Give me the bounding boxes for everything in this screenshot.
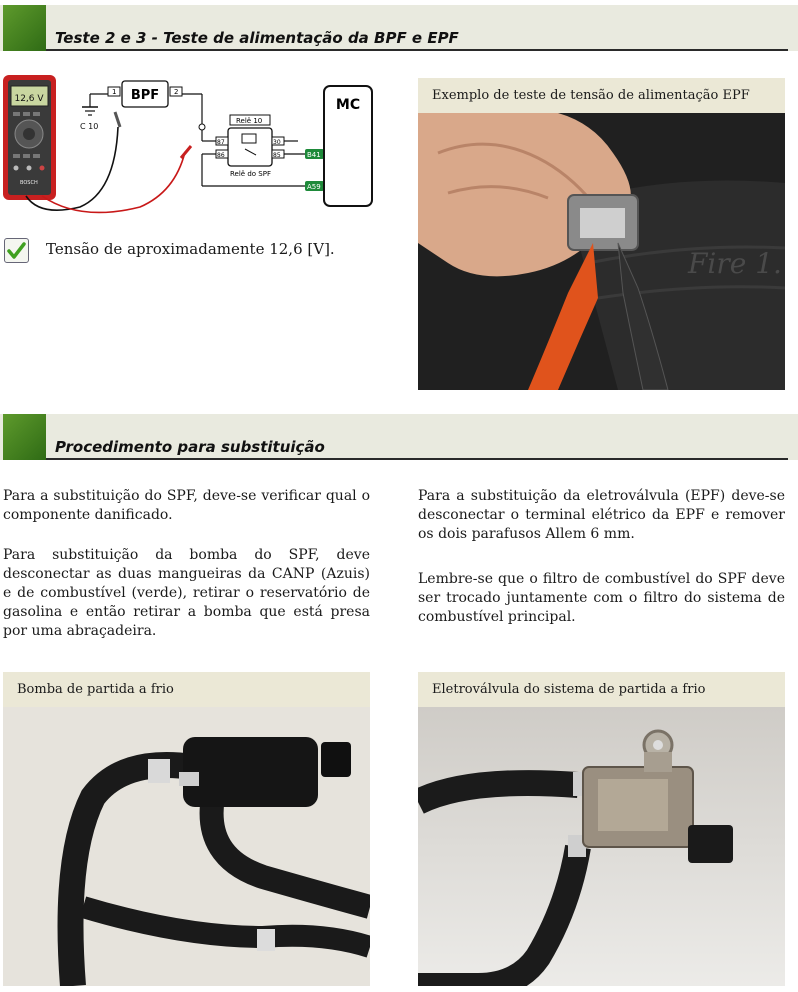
paragraph-right-2: Lembre-se que o filtro de combustível do SPF deve ser trocado juntamente com o filtro do sistema de combustível principal. <box>418 571 785 625</box>
photo2-caption <box>3 672 370 707</box>
relay-pin30: 30 <box>273 139 281 146</box>
photo1-caption <box>418 78 785 113</box>
bpf-pin2: 2 <box>174 88 179 96</box>
meter-reading: 12,6 V <box>14 94 44 104</box>
section-marker <box>3 414 46 460</box>
multimeter <box>3 75 56 200</box>
section-rule <box>46 49 788 51</box>
connector-b41: B41 <box>307 151 321 159</box>
paragraph-left-1: Para a substituição do SPF, deve-se verificar qual o componente danificado. <box>3 488 370 523</box>
relay-pin85: 85 <box>273 152 281 159</box>
paragraph-left-2: Para substituição da bomba do SPF, deve desconectar as duas mangueiras da CANP (Azuis) e de combustível (verde), retirar o reservatório de gasolina e então retirar a bomba que está presa por uma abraçadeira. <box>3 547 370 639</box>
photo3-caption-text: Eletroválvula do sistema de partida a frio <box>432 681 706 697</box>
pump-label: BPF <box>130 88 160 103</box>
section-header-test <box>0 5 798 51</box>
photo1-caption-text: Exemplo de teste de tensão de alimentação EPF <box>432 87 750 103</box>
photo-solenoid-valve <box>418 707 785 986</box>
bpf-pin1: 1 <box>112 88 117 96</box>
photo-voltage-test <box>418 113 785 390</box>
mc-label: MC <box>335 97 361 113</box>
relay-title: Relê 10 <box>236 117 263 125</box>
wiring-diagram <box>0 72 380 222</box>
section-title: Procedimento para substituição <box>55 438 325 456</box>
photo2-caption-text: Bomba de partida a frio <box>17 681 174 697</box>
check-icon <box>4 238 29 263</box>
check-text: Tensão de aproximadamente 12,6 [V]. <box>46 240 335 258</box>
section-title: Teste 2 e 3 - Teste de alimentação da BPF e EPF <box>55 29 459 47</box>
section-rule <box>46 458 788 460</box>
section-header-procedure <box>0 414 798 460</box>
photo3-caption <box>418 672 785 707</box>
connector-a59: A59 <box>307 183 321 191</box>
relay-pin87: 87 <box>217 139 225 146</box>
relay-caption: Relê do SPF <box>230 170 271 178</box>
meter-brand: BOSCH <box>20 180 38 186</box>
paragraph-right-1: Para a substituição da eletroválvula (EPF) deve-se desconectar o terminal elétrico da EPF e remover os dois parafusos Allem 6 mm. <box>418 488 785 542</box>
photo-cold-start-pump <box>3 707 370 986</box>
photo1-engraving: Fire 1. <box>688 247 782 280</box>
relay-pin86: 86 <box>217 152 225 159</box>
ground-label: C 10 <box>80 122 99 131</box>
section-marker <box>3 5 46 51</box>
